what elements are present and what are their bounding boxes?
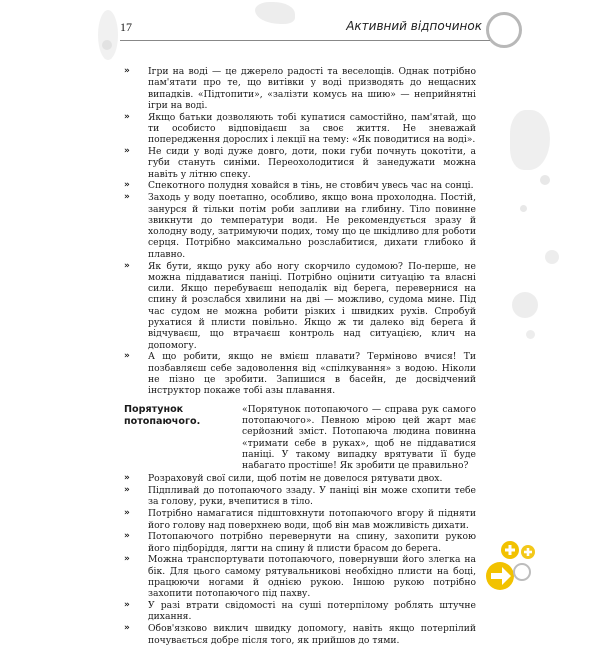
ink-splatter-decoration xyxy=(510,110,550,170)
list-item: » Підпливай до потопаючого ззаду. У паніці він може схопити тебе за голову, руки, вчепитися в тіло. xyxy=(124,485,476,508)
double-chevron-icon: » xyxy=(124,260,130,271)
ink-splatter-decoration xyxy=(526,330,535,339)
page-number: 17 xyxy=(120,20,132,34)
double-chevron-icon: » xyxy=(124,623,130,634)
circle-decoration xyxy=(486,12,522,48)
double-chevron-icon: » xyxy=(124,554,130,565)
safety-tips-list xyxy=(124,66,476,397)
list-item: » Не сиди у воді дуже довго, доти, поки губи почнуть цокотіти, а губи стануть синіми. Переохолодитися й занедужати можна навіть у літню спеку. xyxy=(124,146,476,180)
section-intro: «Порятунок потопаючого — справа рук самого потопаючого». Певною мірою цей жарт має серйозний зміст. Потопаюча людина повинна «тримати себе в руках», щоб не піддаватися паніці. У такому випадку врятувати її буде набагато простіше! Як зробити це правильно? xyxy=(242,403,476,472)
list-item: » Ігри на воді — це джерело радості та веселощів. Однак потрібно пам'ятати про те, що витівки у воді призводять до нещасних випадків. «Підтопити», «залізти комусь на шию» — неприйнятні ігри на воді. xyxy=(124,66,476,111)
list-item: » Потрібно намагатися підштовхнути потопаючого вгору й підняти його голову над поверхнею води, щоб він мав можливість дихати. xyxy=(124,508,476,531)
ink-splatter-decoration xyxy=(102,40,112,50)
arrow-plus-decoration-icon xyxy=(478,538,538,598)
double-chevron-icon: » xyxy=(124,192,130,203)
double-chevron-icon: » xyxy=(124,111,130,122)
double-chevron-icon: » xyxy=(124,180,130,191)
page-header xyxy=(120,18,490,41)
rescue-steps-list xyxy=(124,473,476,645)
double-chevron-icon: » xyxy=(124,508,130,519)
list-item: » Як бути, якщо руку або ногу скорчило судомою? По-перше, не можна піддаватися паніці. Потрібно оцінити ситуацію та власні сили. Якщо перебуваєш неподалік від берега, перевернися на спину й розслабся хвилини на дві — можливо, судома мине. Під час судом не можна робити різких і швидких рухів. Спробуй рухатися й плисти повільно. Якщо ж ти далеко від берега й відчуваєш, що втрачаєш контроль над ситуацією, клич на допомогу. xyxy=(124,260,476,351)
list-item: » Заходь у воду поетапно, особливо, якщо вона прохолодна. Постій, занурся й тільки потім роби запливи на глибину. Тіло повинне звикнути до температури води. Не рекомендується зразу й холодну воду, затримуючи подих, тому що це шкідливо для роботи серця. Потрібно максимально розслабитися, дихати глибоко й плавно. xyxy=(124,192,476,260)
list-item: » Можна транспортувати потопаючого, повернувши його злегка на бік. Для цього самому рятувальникові необхідно плисти на боці, працюючи ногами й однією рукою. Іншою рукою потрібно захопити потопаючого під пахву. xyxy=(124,554,476,600)
page-content xyxy=(124,66,476,646)
ink-splatter-decoration xyxy=(545,250,559,264)
double-chevron-icon: » xyxy=(124,146,130,157)
double-chevron-icon: » xyxy=(124,485,130,496)
ink-splatter-decoration xyxy=(512,292,538,318)
rescue-section xyxy=(124,404,476,472)
double-chevron-icon: » xyxy=(124,473,130,484)
double-chevron-icon: » xyxy=(124,600,130,611)
double-chevron-icon: » xyxy=(124,531,130,542)
list-item: » Розраховуй свої сили, щоб потім не довелося рятувати двох. xyxy=(124,473,443,485)
ink-splatter-decoration xyxy=(98,10,118,60)
ink-splatter-decoration xyxy=(540,175,550,185)
list-item: » Обов'язково виклич швидку допомогу, навіть якщо потерпілий почувається добре після того, як прийшов до тями. xyxy=(124,623,476,646)
double-chevron-icon: » xyxy=(124,66,130,76)
ink-splatter-decoration xyxy=(520,205,527,212)
list-item: » Якщо батьки дозволяють тобі купатися самостійно, пам'ятай, що ти особисто відповідаєш за своє життя. Не зневажай попередження дорослих і лекції на тему: «Як поводитися на воді». xyxy=(124,111,476,146)
list-item: » Потопаючого потрібно перевернути на спину, захопити рукою його підборіддя, лягти на спину й плисти брасом до берега. xyxy=(124,531,476,554)
list-item: » Спекотного полудня ховайся в тінь, не стовбич увесь час на сонці. xyxy=(124,180,474,192)
list-item: » А що робити, якщо не вмієш плавати? Терміново вчися! Ти позбавляєш себе задоволення від «спілкування» з водою. Ніколи не пізно це зробити. Запишися в басейн, де досвідчений інструктор покаже тобі азы плавання. xyxy=(124,351,476,397)
section-heading: Порятунок потопаючого. xyxy=(124,403,201,427)
running-head-title: Активний відпочинок xyxy=(346,19,482,33)
double-chevron-icon: » xyxy=(124,351,130,362)
list-item: » У разі втрати свідомості на суші потерпілому роблять штучне дихання. xyxy=(124,600,476,623)
